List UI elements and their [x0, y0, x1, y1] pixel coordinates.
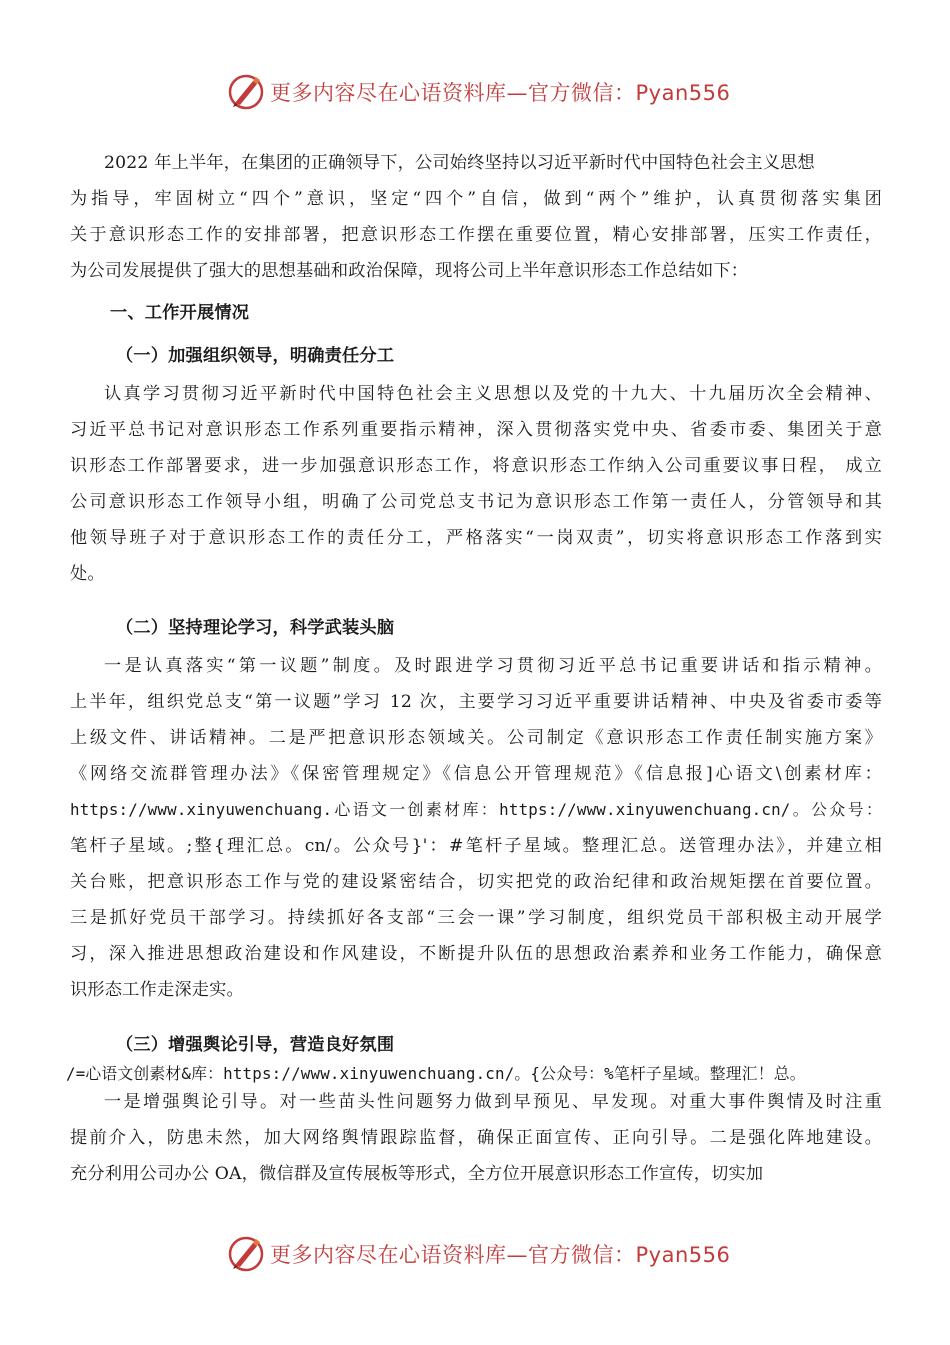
banner-text: 更多内容尽在心语资料库—官方微信：Pyan556	[270, 1243, 731, 1267]
section-heading-1: 一、工作开展情况	[110, 303, 250, 323]
sub3-line-2: 提前介入，防患未然，加大网络舆情跟踪监督，确保正面宣传、正向引导。二是强化阵地建设。	[70, 1128, 882, 1148]
sub2-line-10: 识形态工作走深走实。	[70, 980, 244, 1000]
sub1-line-1: 认真学习贯彻习近平新时代中国特色社会主义思想以及党的十九大、十九届历次全会精神、	[104, 384, 882, 404]
sub2-line-4: 《网络交流群管理办法》《保密管理规定》《信息公开管理规范》《信息报]心语文\创素材库：	[70, 764, 882, 784]
sub2-line-3: 上级文件、讲话精神。二是严把意识形态领域关。公司制定《意识形态工作责任制实施方案》	[70, 728, 882, 748]
intro-line-2: 为指导，牢固树立“四个”意识，坚定“四个”自信，做到“两个”维护，认真贯彻落实集团	[70, 189, 882, 209]
header-banner	[0, 72, 950, 112]
sub1-line-4: 公司意识形态工作领导小组，明确了公司党总支书记为意识形态工作第一责任人，分管领导和其	[70, 492, 882, 512]
sub2-line-2: 上半年，组织党总支“第一议题”学习 12 次，主要学习习近平重要讲话精神、中央及省委市委等	[70, 692, 882, 712]
sub2-line-7: 关台账，把意识形态工作与党的建设紧密结合，切实把党的政治纪律和政治规矩摆在首要位置。	[70, 872, 882, 892]
sub2-line-6: 笔杆子星域。;整{理汇总。cn/。公众号}'：#笔杆子星域。整理汇总。送管理办法》，并建立相	[70, 836, 882, 856]
pen-logo-icon	[226, 72, 266, 112]
sub2-line-9: 习，深入推进思想政治建设和作风建设，不断提升队伍的思想政治素养和业务工作能力，确保意	[70, 944, 882, 964]
intro-line-3: 关于意识形态工作的安排部署，把意识形态工作摆在重要位置，精心安排部署，压实工作责任，	[70, 225, 882, 245]
sub3-line-3: 充分利用公司办公 OA，微信群及宣传展板等形式，全方位开展意识形态工作宣传，切实加	[70, 1164, 764, 1184]
sub2-line-5: https://www.xinyuwenchuang.心语文一创素材库：https://www.xinyuwenchuang.cn/。公众号：	[70, 800, 882, 819]
subsection-title-3: （三）增强舆论引导，营造良好氛围	[116, 1035, 395, 1055]
subsection-title-1: （一）加强组织领导，明确责任分工	[116, 346, 395, 366]
pen-logo-icon	[226, 1234, 266, 1274]
watermark-noise-line: /=心语文创素材&库：https://www.xinyuwenchuang.cn/。{公众号：%笔杆子星域。整理汇！总。	[66, 1064, 806, 1083]
sub1-line-6: 处。	[70, 564, 105, 584]
sub1-line-5: 他领导班子对于意识形态工作的责任分工，严格落实“一岗双责”，切实将意识形态工作落到实	[70, 528, 882, 548]
intro-line-1: 2022 年上半年，在集团的正确领导下，公司始终坚持以习近平新时代中国特色社会主义思想	[104, 153, 815, 173]
sub1-line-2: 习近平总书记对意识形态工作系列重要指示精神，深入贯彻落实党中央、省委市委、集团关于意	[70, 420, 882, 440]
intro-line-4: 为公司发展提供了强大的思想基础和政治保障，现将公司上半年意识形态工作总结如下：	[70, 261, 749, 281]
sub2-line-8: 三是抓好党员干部学习。持续抓好各支部“三会一课”学习制度，组织党员干部积极主动开展学	[70, 908, 882, 928]
banner-text: 更多内容尽在心语资料库—官方微信：Pyan556	[270, 81, 731, 105]
sub1-line-3: 识形态工作部署要求，进一步加强意识形态工作，将意识形态工作纳入公司重要议事日程， 成立	[70, 456, 882, 476]
sub2-line-1: 一是认真落实“第一议题”制度。及时跟进学习贯彻习近平总书记重要讲话和指示精神。	[104, 656, 882, 676]
sub3-line-1: 一是增强舆论引导。对一些苗头性问题努力做到早预见、早发现。对重大事件舆情及时注重	[104, 1092, 882, 1112]
subsection-title-2: （二）坚持理论学习，科学武装头脑	[116, 618, 395, 638]
footer-banner	[0, 1234, 950, 1274]
